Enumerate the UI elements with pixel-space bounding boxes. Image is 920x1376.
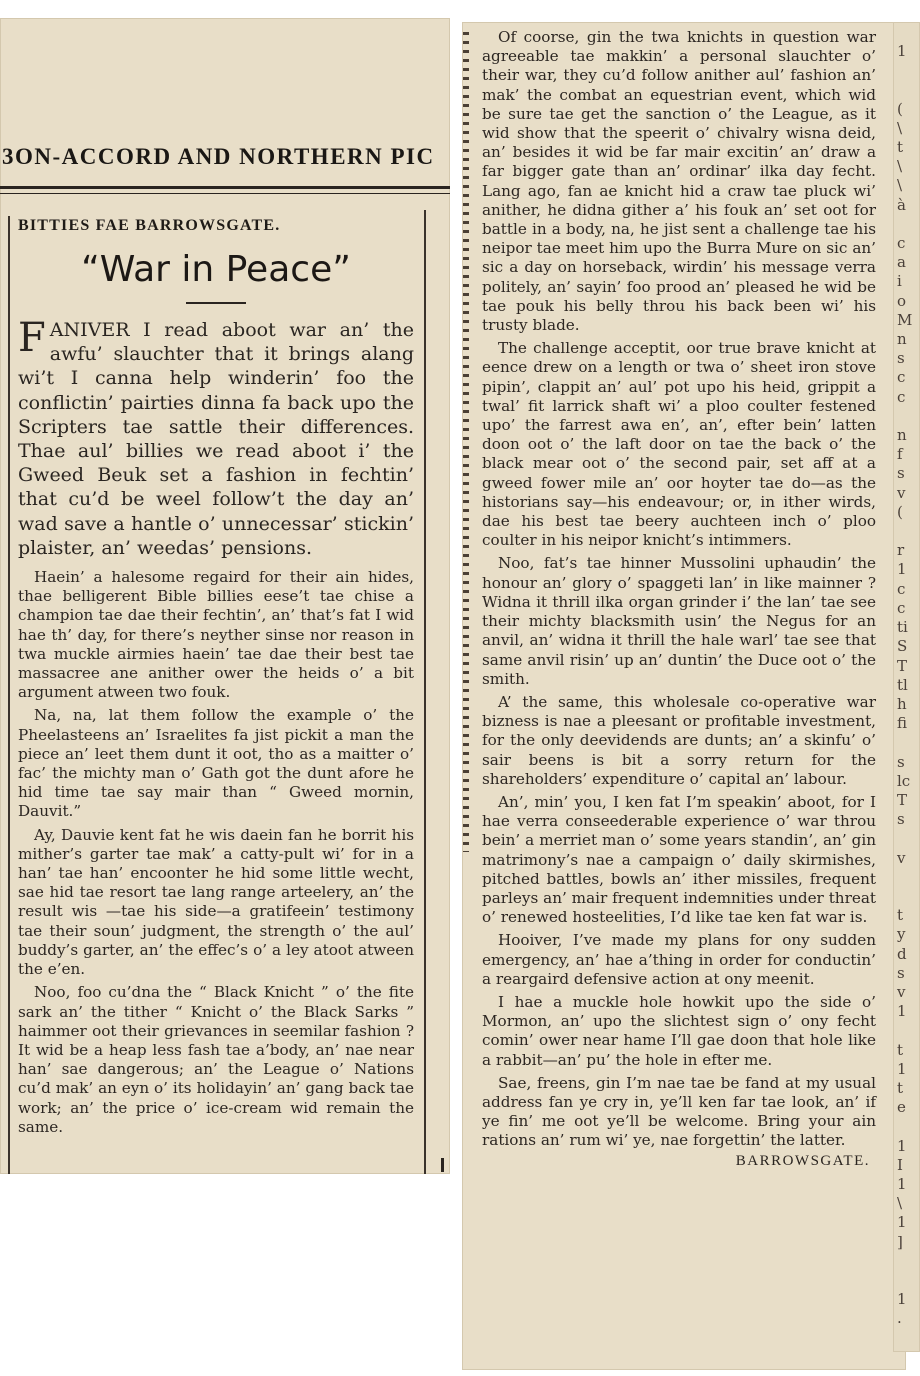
paragraph: Noo, fat’s tae hinner Mussolini uphaudin’ the honour an’ glory o’ spaggeti lan’ in like mainner ? Widna it thrill ilka organ grinder i’ the lan’ tae see their michty blacksmith usin’ the Negus for an anvil, an’ widna it thrill the hale warl’ tae see that same anvil risin’ up an’ duntin’ the Duce oot o’ the smith. xyxy=(482,554,876,688)
newspaper-masthead: 3ON-ACCORD AND NORTHERN PIC xyxy=(2,144,435,169)
paragraph: The challenge acceptit, oor true brave knicht at eence drew on a length or twa o’ sheet iron stove pipin’, clappit an’ aul’ pot upo his heid, grippit a twal’ fit larrick shaft wi’ a ploo coulter festened upo’ the farrest awa en’, an’, efter bein’ latten doon oot o’ the laft door on tae the back o’ the black mear oot o’ the second pair, set aff at a gweed fower mile an’ oor hoyter tae do—as the historians say—his endeavour; or, in ither wirds, dae his best tae beery auchteen inch o’ ploo coulter in his neipor knicht’s intimmers. xyxy=(482,339,876,550)
paragraph: Sae, freens, gin I’m nae tae be fand at my usual address fan ye cry in, ye’ll ken far tae look, an’ if ye fin’ me oot ye’ll be welcome. Bring your ain rations an’ rum wi’ ye, nae forgettin’ the latter. xyxy=(482,1073,876,1150)
article-column-right xyxy=(482,28,876,1170)
paragraph: I hae a muckle hole howkit upo the side o’ Mormon, an’ upo the slichtest sign o’ ony fecht comin’ ower near hame I’ll gae doon that hole like a rabbit—an’ pu’ the hole in efter me. xyxy=(482,992,876,1069)
paragraph: Hooiver, I’ve made my plans for ony sudden emergency, an’ hae a’thing in order for conductin’ a reargaird defensive action at ony meenit. xyxy=(482,931,876,988)
column-rule-right xyxy=(424,210,426,1174)
lead-text: ANIVER I read aboot war an’ the awfu’ slauchter that it brings alang wi’t I canna help winderin’ foo the conflictin’ pairties dinna fa back upo the Scripters tae sattle their differences. Thae aul’ billies we read aboot i’ the Gweed Beuk set a fashion in fechtin’ that cu’d be weel follow’t the day an’ wad save a hantle o’ unnecessar’ stickin’ plaister, an’ weedas’ pensions. xyxy=(18,319,414,559)
adjacent-clipping-edge xyxy=(893,22,920,1352)
edge-mark xyxy=(441,1158,444,1172)
article-headline: “War in Peace” xyxy=(81,249,351,290)
article-column-left xyxy=(18,217,414,1137)
column-rule-left xyxy=(8,216,10,1174)
paragraph: Ay, Dauvie kent fat he wis daein fan he borrit his mither’s garter tae mak’ a catty-pult wi’ for in a han’ tae han’ encoonter he hid some little wecht, sae hid tae resort tae lang range arteelery, an’ the result wis —tae his side—a gratifeein’ testimony tae their soun’ judgment, the strength o’ the aul’ buddy’s garter, an’ the effec’s o’ a ley atoot atween the e’en. xyxy=(18,825,414,979)
paragraph: Noo, foo cu’dna the “ Black Knicht ” o’ the fite sark an’ the tither “ Knicht o’ the Black Sarks ” haimmer oot their grievances in seemilar fashion ? It wid be a heap less fash tae a’body, an’ nae near han’ sae dangerous; an’ the League o’ Nations cu’d mak’ an eyn o’ its holidayin’ an’ gang back tae work; an’ the price o’ ice-cream wid remain the same. xyxy=(18,983,414,1136)
lead-paragraph xyxy=(18,315,414,560)
right-clipping xyxy=(462,22,906,1370)
perforation-dots xyxy=(463,32,469,852)
author-signature: BARROWSGATE. xyxy=(735,1152,870,1169)
paragraph: An’, min’ you, I ken fat I’m speakin’ aboot, for I hae verra conseederable experience o’ war throu bein’ a merriet man o’ some years standin’, an’ gin matrimony’s nae a campaign o’ daily skirmishes, pitched battles, bowls an’ ither missiles, frequent parleys an’ mair frequent indemnities under threat o’ renewed hosteelities, I’d like tae ken fat war is. xyxy=(482,792,876,927)
paragraph: A’ the same, this wholesale co-operative war bizness is nae a pleesant or profitable investment, for the only deevidends are dunts; an’ a skinfu’ o’ sair beens is bit a sorry return for the shareholders’ expenditure o’ capital an’ labour. xyxy=(482,692,876,788)
headline-rule xyxy=(186,302,246,304)
masthead-rule-thick xyxy=(0,186,450,189)
article-kicker: BITTIES FAE BARROWSGATE. xyxy=(18,217,281,234)
left-clipping xyxy=(0,18,450,1174)
paragraph: Haein’ a halesome regaird for their ain hides, thae belligerent Bible billies eese’t tae chise a champion tae dae their fechtin’, an’ that’s fat I wid hae th’ day, for there’s neyther sinse nor reason in twa muckle airmies haein’ tae dae their best tae massacree ane anither ower the heids o’ a bit argument atween two fouk. xyxy=(18,568,414,702)
cut-off-text-fragments: 1 ( \ t \ \ à c a i o M n s c c n f s v ( r 1 c c ti S T tl h fi s lc T s v t y d s v 1 t 1 t e 1 I 1 \ 1 ] 1 . xyxy=(897,42,913,1328)
masthead-rule-thin xyxy=(0,193,450,194)
paragraph: Of coorse, gin the twa knichts in question war agreeable tae makkin’ a personal slauchter o’ their war, they cu’d follow anither aul’ fashion an’ mak’ the combat an equestrian event, which wid be sure tae get the sanction o’ the League, as it wid show that the speerit o’ chivalry wisna deid, an’ besides it wid be far mair excitin’ an’ draw a far bigger gate than an’ ordinar’ ilka day fecht. Lang ago, fan ae knicht hid a craw tae pluck wi’ anither, he didna gither a’ his fouk an’ set oot for battle in a body, na, he jist sent a challenge tae his neipor tae meet him upo the Burra Mure on sic an’ sic a day on horseback, wirdin’ his message verra politely, an’ sayin’ foo prood an’ pleased he wid be tae pouk his belly throu his back been wi’ his trusty blade. xyxy=(482,28,876,335)
paragraph: Na, na, lat them follow the example o’ the Pheelasteens an’ Israelites fa jist pickit a man the piece an’ leet them dunt it oot, tho as a maitter o’ fac’ the michty man o’ Gath got the dunt afore he hid time tae say mair than “ Gweed mornin, Dauvit.” xyxy=(18,706,414,821)
drop-cap: F xyxy=(18,315,46,361)
